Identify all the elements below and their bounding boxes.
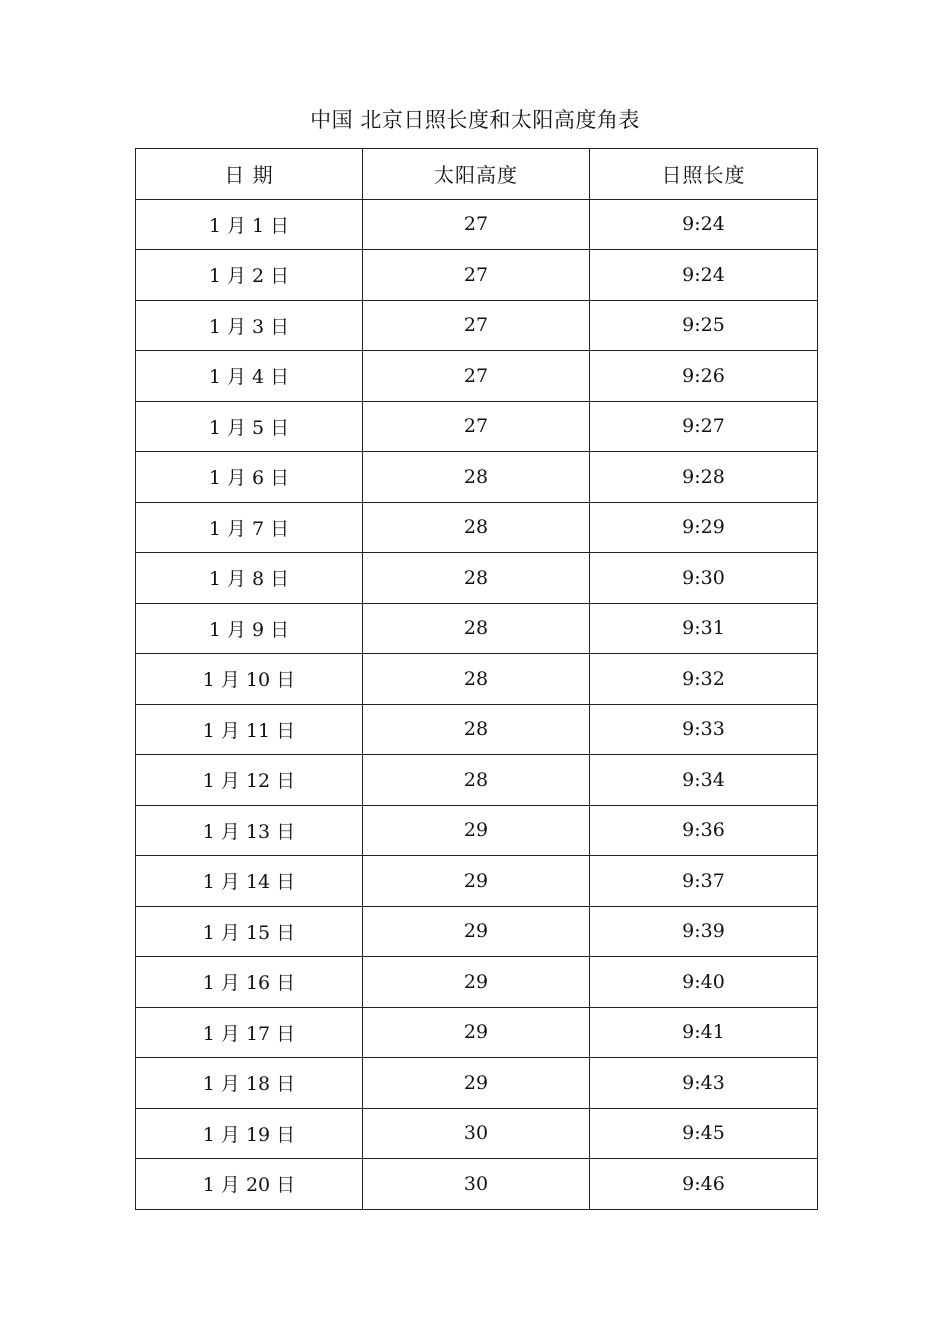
table-row (136, 452, 818, 503)
table-row (136, 250, 818, 301)
cell-day-length: 9:25 (590, 300, 818, 351)
cell-day-length: 9:43 (590, 1058, 818, 1109)
table-row (136, 553, 818, 604)
table-row (136, 1007, 818, 1058)
cell-day-length: 9:33 (590, 704, 818, 755)
cell-day-length: 9:32 (590, 654, 818, 705)
cell-solar-altitude: 27 (363, 199, 590, 250)
table-row (136, 300, 818, 351)
table-row (136, 805, 818, 856)
cell-date: 1 月 15 日 (136, 906, 363, 957)
cell-solar-altitude: 28 (363, 654, 590, 705)
cell-solar-altitude: 28 (363, 755, 590, 806)
cell-solar-altitude: 30 (363, 1108, 590, 1159)
table-header-row (136, 149, 818, 200)
table-row (136, 199, 818, 250)
table-row (136, 755, 818, 806)
cell-day-length: 9:26 (590, 351, 818, 402)
page-title: 中国 北京日照长度和太阳高度角表 (310, 108, 640, 132)
cell-date: 1 月 18 日 (136, 1058, 363, 1109)
cell-date: 1 月 17 日 (136, 1007, 363, 1058)
cell-solar-altitude: 29 (363, 906, 590, 957)
table-row (136, 654, 818, 705)
header-solar-altitude: 太阳高度 (363, 149, 590, 200)
cell-solar-altitude: 28 (363, 704, 590, 755)
cell-day-length: 9:28 (590, 452, 818, 503)
cell-day-length: 9:24 (590, 199, 818, 250)
cell-day-length: 9:30 (590, 553, 818, 604)
table-row (136, 1159, 818, 1210)
cell-solar-altitude: 28 (363, 452, 590, 503)
cell-date: 1 月 4 日 (136, 351, 363, 402)
cell-solar-altitude: 28 (363, 553, 590, 604)
cell-day-length: 9:37 (590, 856, 818, 907)
cell-date: 1 月 19 日 (136, 1108, 363, 1159)
cell-solar-altitude: 29 (363, 805, 590, 856)
cell-date: 1 月 20 日 (136, 1159, 363, 1210)
cell-day-length: 9:27 (590, 401, 818, 452)
cell-date: 1 月 7 日 (136, 502, 363, 553)
cell-solar-altitude: 29 (363, 957, 590, 1008)
cell-solar-altitude: 29 (363, 1007, 590, 1058)
cell-day-length: 9:46 (590, 1159, 818, 1210)
table-row (136, 704, 818, 755)
cell-day-length: 9:31 (590, 603, 818, 654)
cell-date: 1 月 13 日 (136, 805, 363, 856)
table-row (136, 856, 818, 907)
table-row (136, 957, 818, 1008)
cell-date: 1 月 9 日 (136, 603, 363, 654)
cell-day-length: 9:34 (590, 755, 818, 806)
table-row (136, 906, 818, 957)
cell-solar-altitude: 27 (363, 300, 590, 351)
cell-solar-altitude: 27 (363, 401, 590, 452)
header-day-length: 日照长度 (590, 149, 818, 200)
table-row (136, 603, 818, 654)
cell-date: 1 月 11 日 (136, 704, 363, 755)
cell-date: 1 月 6 日 (136, 452, 363, 503)
cell-date: 1 月 2 日 (136, 250, 363, 301)
cell-solar-altitude: 29 (363, 856, 590, 907)
table-row (136, 502, 818, 553)
cell-date: 1 月 10 日 (136, 654, 363, 705)
table-row (136, 1108, 818, 1159)
cell-date: 1 月 16 日 (136, 957, 363, 1008)
cell-solar-altitude: 27 (363, 250, 590, 301)
cell-day-length: 9:24 (590, 250, 818, 301)
cell-date: 1 月 3 日 (136, 300, 363, 351)
cell-solar-altitude: 27 (363, 351, 590, 402)
sun-data-table (135, 148, 818, 1210)
cell-day-length: 9:39 (590, 906, 818, 957)
cell-date: 1 月 8 日 (136, 553, 363, 604)
cell-date: 1 月 14 日 (136, 856, 363, 907)
table-row (136, 351, 818, 402)
cell-date: 1 月 12 日 (136, 755, 363, 806)
table-row (136, 1058, 818, 1109)
cell-date: 1 月 5 日 (136, 401, 363, 452)
cell-solar-altitude: 30 (363, 1159, 590, 1210)
cell-day-length: 9:29 (590, 502, 818, 553)
header-date: 日 期 (136, 149, 363, 200)
cell-solar-altitude: 29 (363, 1058, 590, 1109)
cell-day-length: 9:45 (590, 1108, 818, 1159)
table-body (136, 199, 818, 1209)
cell-solar-altitude: 28 (363, 603, 590, 654)
cell-day-length: 9:41 (590, 1007, 818, 1058)
cell-day-length: 9:40 (590, 957, 818, 1008)
table-row (136, 401, 818, 452)
cell-solar-altitude: 28 (363, 502, 590, 553)
cell-day-length: 9:36 (590, 805, 818, 856)
cell-date: 1 月 1 日 (136, 199, 363, 250)
